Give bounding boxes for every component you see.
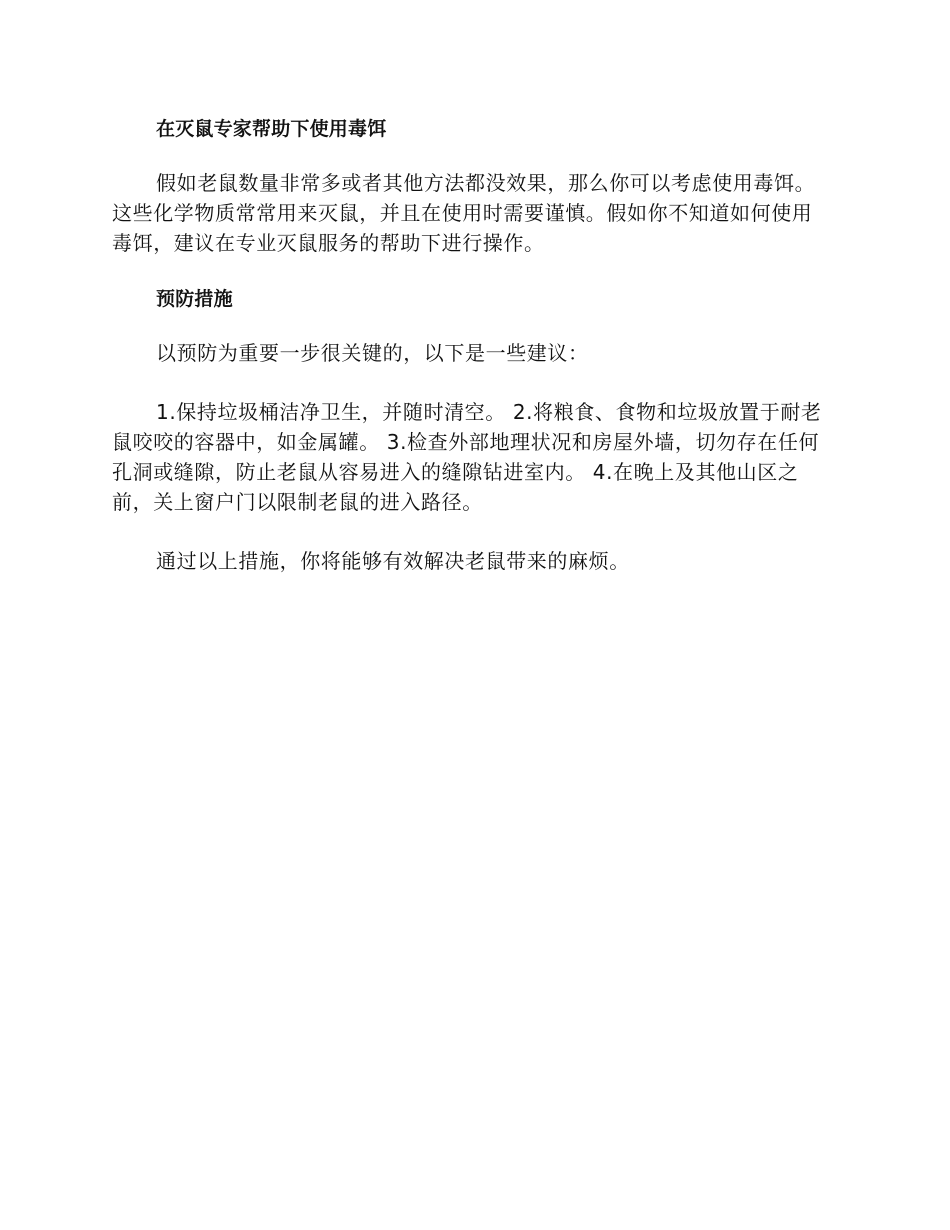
- document-body: [112, 112, 832, 576]
- paragraph-conclusion: 通过以上措施，你将能够有效解决老鼠带来的麻烦。: [156, 549, 630, 573]
- section-heading-prevention: 预防措施: [156, 288, 233, 310]
- section-heading-bait: 在灭鼠专家帮助下使用毒饵: [156, 118, 387, 140]
- paragraph-bait: 假如老鼠数量非常多或者其他方法都没效果，那么你可以考虑使用毒饵。这些化学物质常常用来灭鼠，并且在使用时需要谨慎。假如你不知道如何使用毒饵，建议在专业灭鼠服务的帮助下进行操作。: [112, 171, 816, 255]
- paragraph-prevention-intro: 以预防为重要一步很关键的，以下是一些建议：: [156, 341, 589, 365]
- paragraph-prevention-tips: 1.保持垃圾桶洁净卫生，并随时清空。 2.将粮食、食物和垃圾放置于耐老鼠咬咬的容器中，如金属罐。 3.检查外部地理状况和房屋外墙，切勿存在任何孔洞或缝隙，防止老鼠从容易进入的缝隙钻进室内。 4.在晚上及其他山区之前，关上窗户门以限制老鼠的进入路径。: [112, 400, 822, 514]
